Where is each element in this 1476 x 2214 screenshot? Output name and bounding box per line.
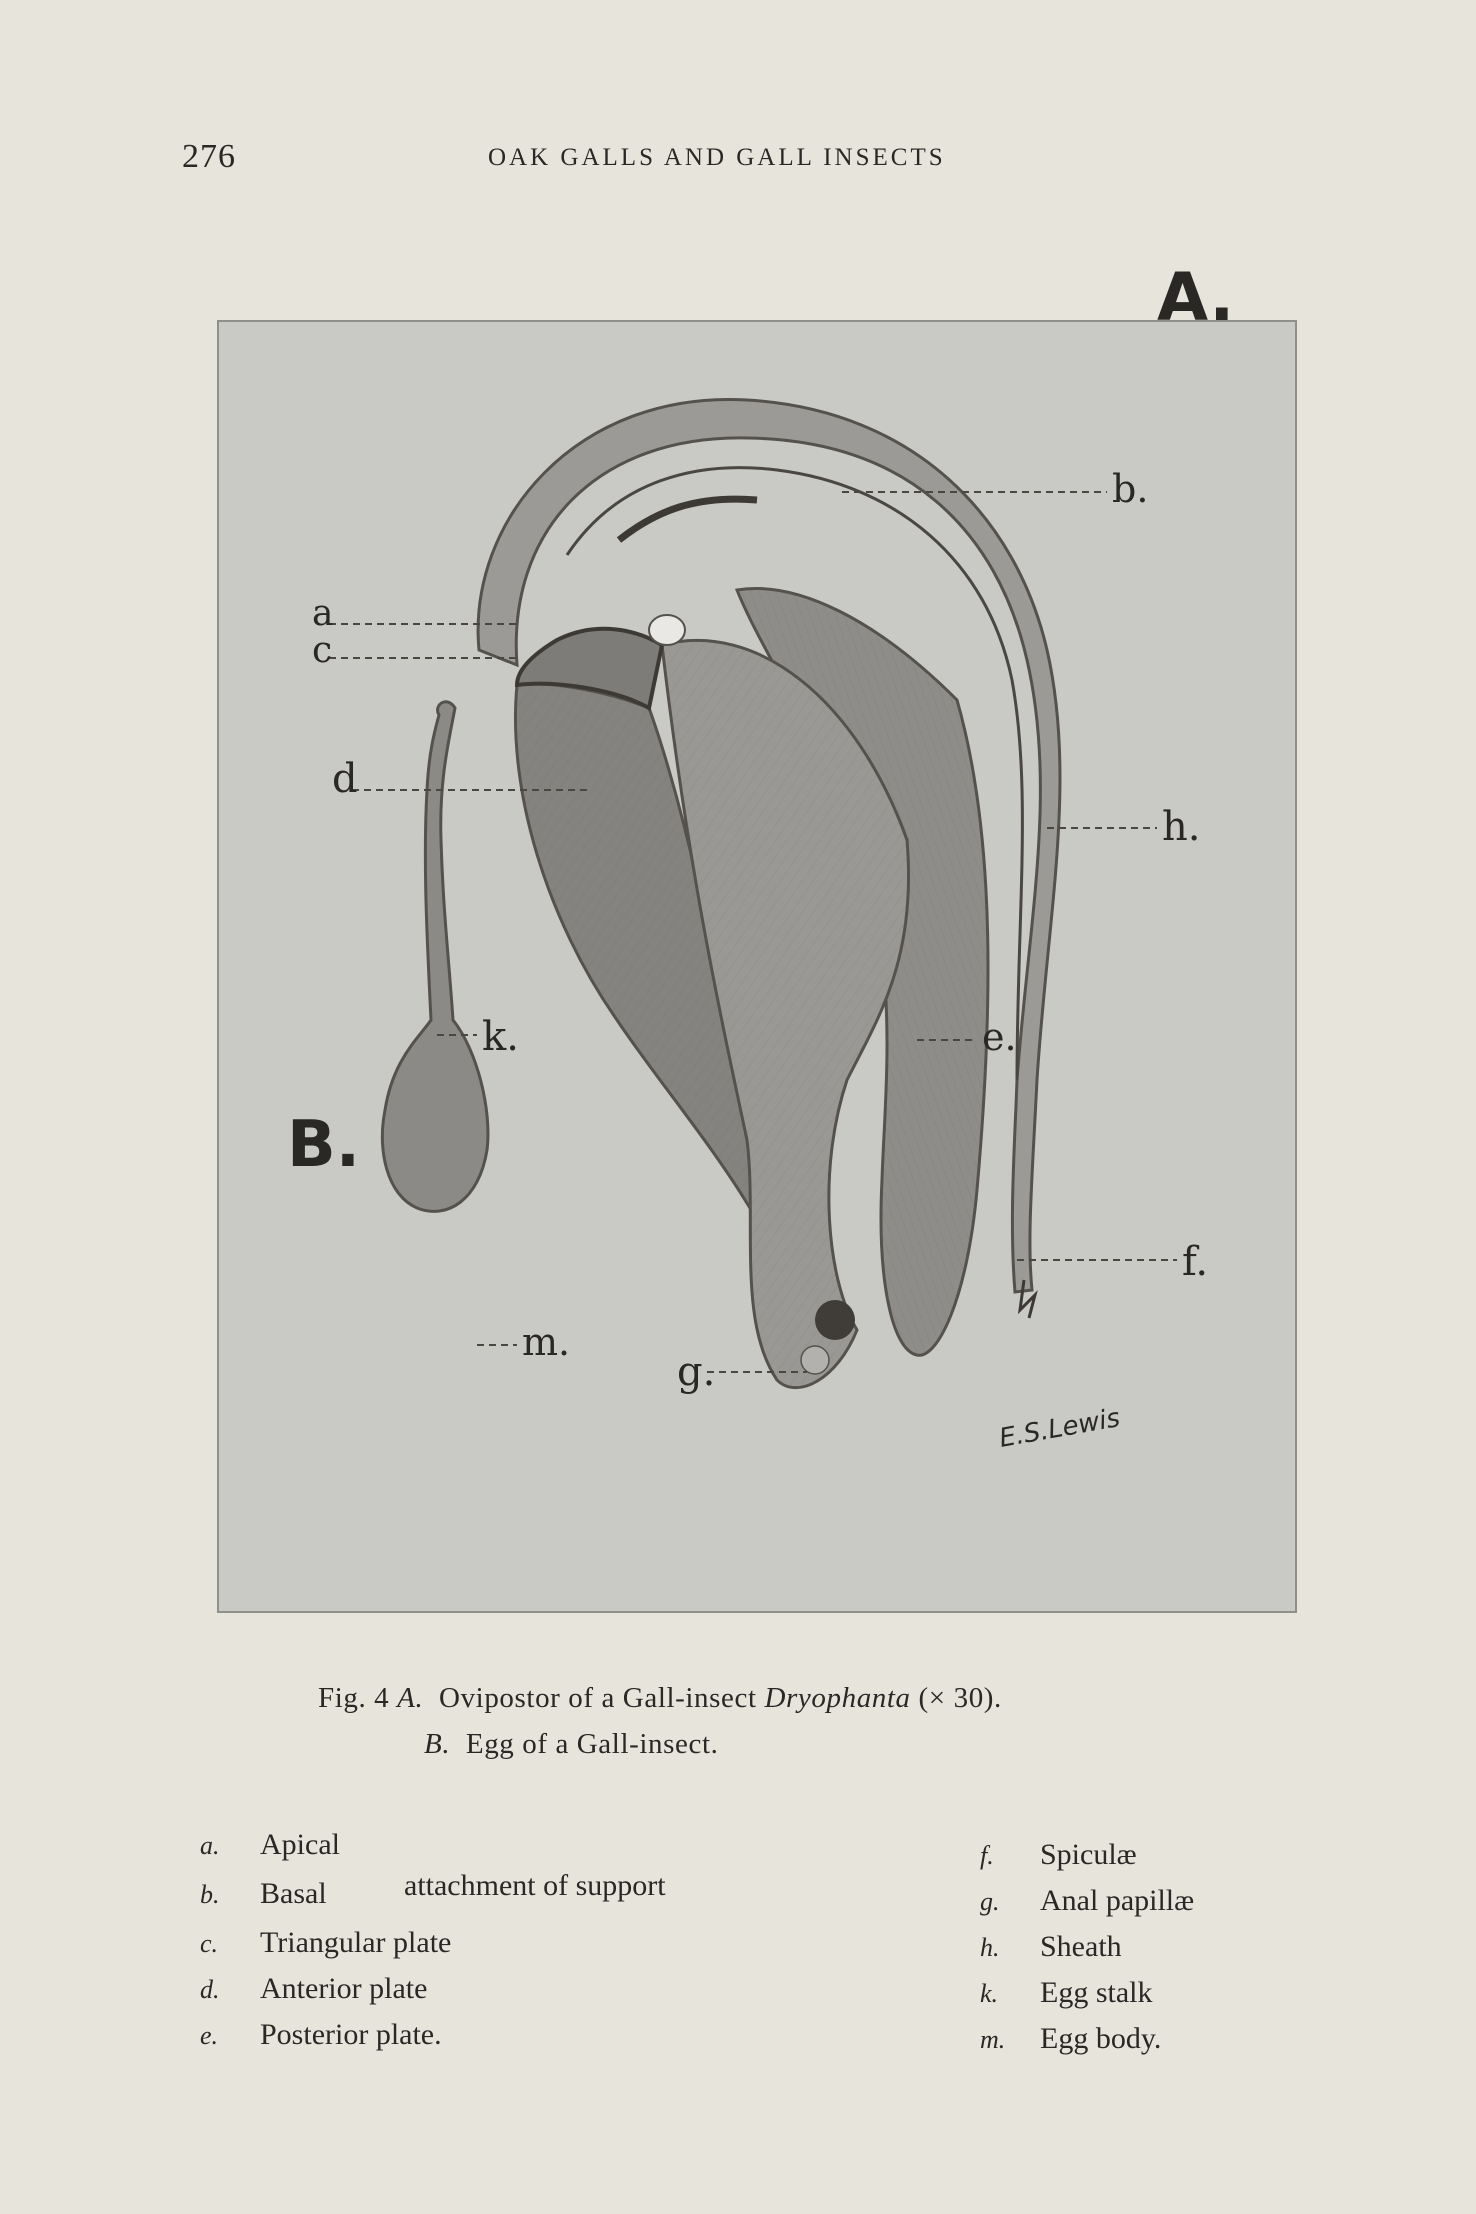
legend-item-egg-body [980, 2022, 1161, 2056]
fig-label: Fig. 4 [318, 1682, 390, 1714]
legend-text: Basal [260, 1877, 327, 1910]
part-a-letter: A. [397, 1682, 424, 1714]
legend-text: Posterior plate. [260, 2018, 442, 2051]
legend-item-sheath [980, 1930, 1122, 1964]
part-a-magnification: (× 30). [918, 1682, 1002, 1714]
legend-item-posterior-plate [200, 2018, 442, 2052]
part-label-A: A. [1157, 259, 1235, 336]
legend-text: Apical [260, 1828, 340, 1861]
figure-caption-line-2 [424, 1728, 718, 1761]
part-a-text: Ovipostor of a Gall-insect [439, 1682, 757, 1714]
legend-letter: e. [200, 2021, 219, 2050]
legend-text: Egg body. [1040, 2022, 1162, 2055]
legend-letter: h. [980, 1933, 1000, 1962]
label-b: b. [1112, 467, 1149, 511]
legend-letter: k. [980, 1979, 999, 2008]
legend-letter: d. [200, 1975, 220, 2004]
label-h: h. [1162, 804, 1201, 850]
egg-shape [382, 702, 488, 1212]
legend-letter: f. [980, 1841, 994, 1870]
label-m: m. [522, 1320, 571, 1364]
legend-text: Spiculæ [1040, 1838, 1137, 1871]
figure-caption-line-1 [318, 1682, 1002, 1715]
legend-letter: a. [200, 1831, 220, 1860]
legend-text: Triangular plate [260, 1926, 452, 1959]
label-d: d [332, 756, 358, 802]
legend-item-triangular-plate [200, 1926, 451, 1960]
legend-text: Sheath [1040, 1930, 1122, 1963]
page-number: 276 [182, 138, 236, 175]
legend-text: Anal papillæ [1040, 1884, 1195, 1917]
label-k: k. [482, 1014, 519, 1060]
legend-text: Egg stalk [1040, 1976, 1153, 2009]
label-c: c [312, 630, 333, 671]
label-f: f. [1182, 1239, 1209, 1285]
legend-item-spiculae [980, 1838, 1137, 1872]
legend-item-anterior-plate [200, 1972, 427, 2006]
legend-text: Anterior plate [260, 1972, 428, 2005]
running-head: OAK GALLS AND GALL INSECTS [488, 144, 946, 171]
legend-letter: c. [200, 1929, 219, 1958]
legend-item-basal [200, 1877, 327, 1911]
part-label-B: B. [287, 1108, 361, 1182]
legend-item-egg-stalk [980, 1976, 1153, 2010]
part-b-letter: B. [424, 1728, 451, 1760]
legend-item-anal-papillae [980, 1884, 1194, 1918]
illustrator-signature: E.S.Lewis [997, 1403, 1123, 1454]
figure-plate [217, 259, 1297, 1613]
part-b-text: Egg of a Gall-insect. [465, 1728, 719, 1760]
label-g: g. [677, 1349, 716, 1395]
legend-letter: b. [200, 1880, 220, 1909]
legend-item-apical [200, 1828, 340, 1862]
label-e: e. [982, 1015, 1017, 1059]
part-a-genus: Dryophanta [764, 1682, 911, 1714]
label-a: a [312, 593, 334, 634]
attachment-note: attachment of support [404, 1869, 666, 1902]
ovipositor-illustration [217, 259, 1297, 1613]
legend-letter: m. [980, 2025, 1006, 2054]
legend-letter: g. [980, 1887, 1000, 1916]
